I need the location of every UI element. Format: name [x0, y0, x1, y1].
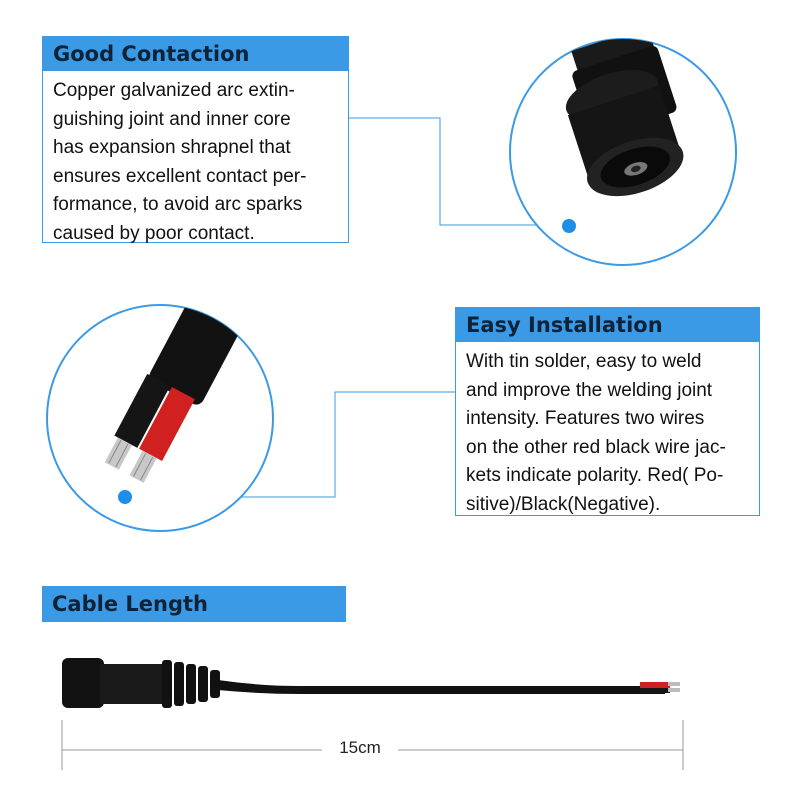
text-line: intensity. Features two wires — [466, 408, 705, 430]
text-line: ensures excellent contact per- — [53, 165, 307, 187]
text-line: kets indicate polarity. Red( Po- — [466, 465, 724, 487]
cable-length-title: Cable Length — [42, 586, 346, 622]
dc-jack-closeup-icon — [510, 25, 736, 265]
cable-length-box — [42, 586, 346, 622]
text-line: and improve the welding joint — [466, 379, 713, 401]
text-line: formance, to avoid arc sparks — [53, 194, 303, 216]
text-line: guishing joint and inner core — [53, 108, 291, 130]
cable-length-measure: 15cm — [339, 738, 381, 757]
dc-cable-full-icon — [62, 658, 680, 708]
text-line: on the other red black wire jac- — [466, 436, 726, 458]
good-contaction-box — [42, 36, 349, 243]
text-line: With tin solder, easy to weld — [466, 351, 702, 372]
text-line: Copper galvanized arc extin- — [53, 80, 295, 101]
easy-installation-box — [455, 307, 760, 516]
easy-installation-text — [456, 342, 759, 520]
easy-installation-title: Easy Installation — [456, 308, 759, 342]
text-line: caused by poor contact. — [53, 222, 255, 244]
good-contaction-text — [43, 71, 348, 249]
text-line: sitive)/Black(Negative). — [466, 493, 661, 515]
text-line: has expansion shrapnel that — [53, 137, 291, 159]
good-contaction-title: Good Contaction — [43, 37, 348, 71]
stripped-wire-closeup-icon — [47, 281, 273, 531]
